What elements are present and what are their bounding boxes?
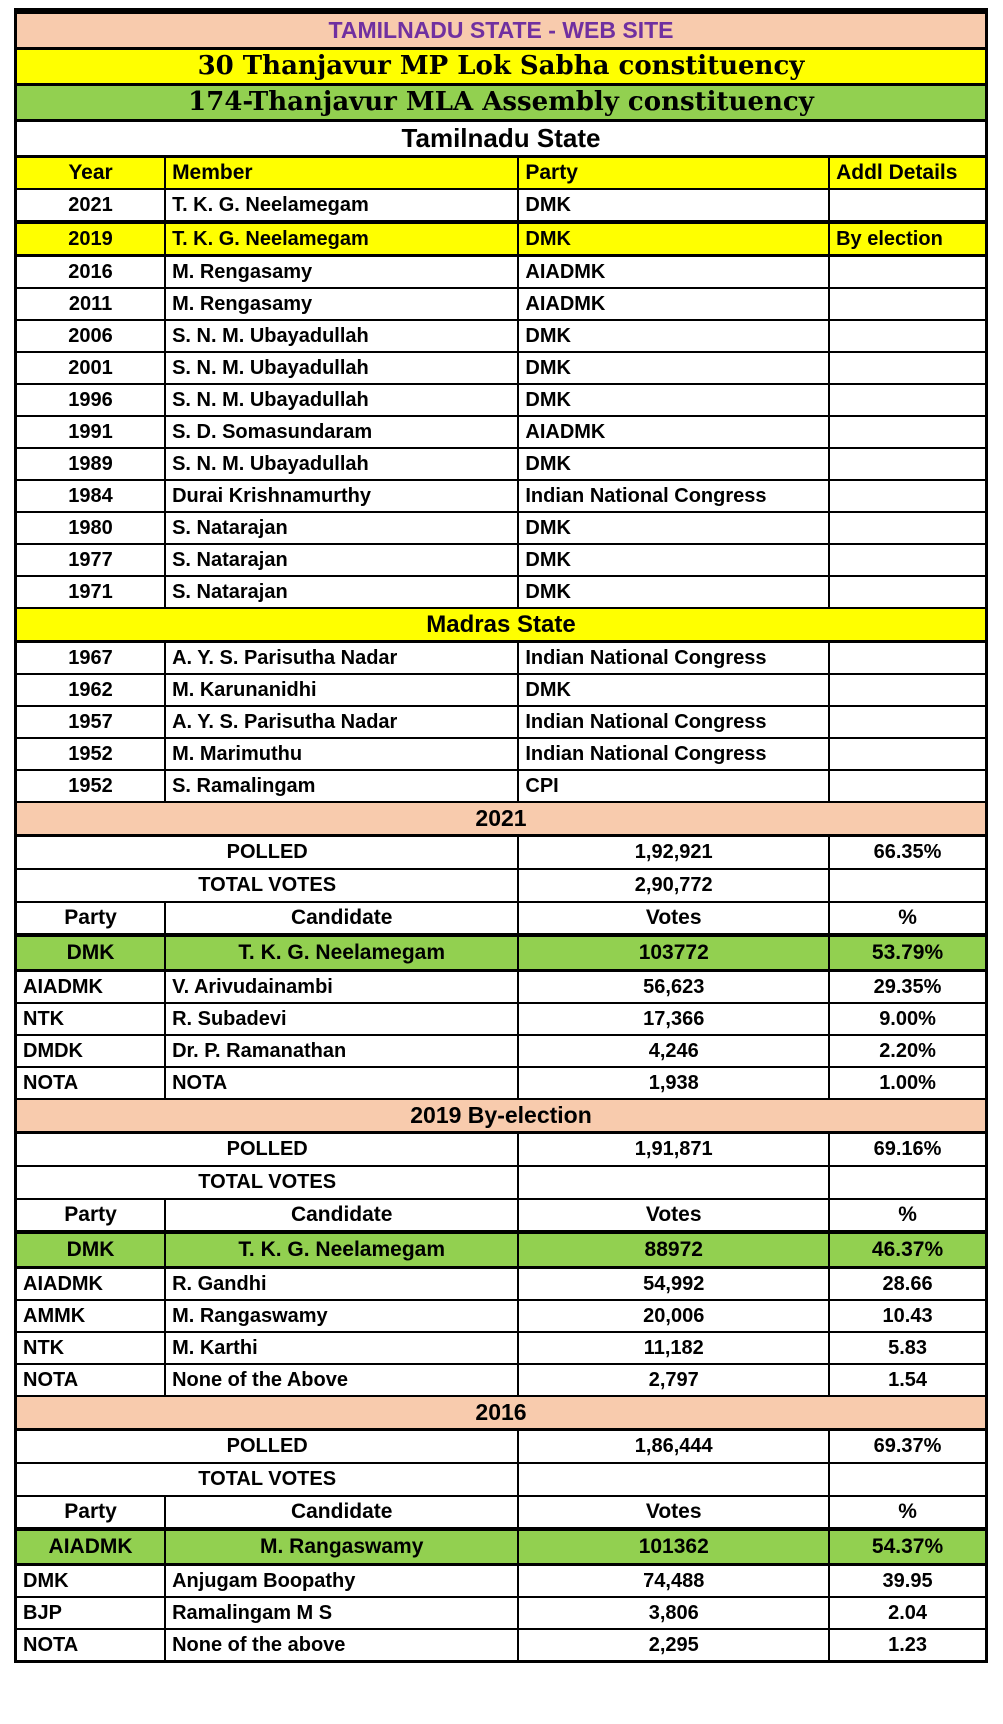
votes-cell: 56,623 bbox=[519, 972, 830, 1002]
polled-percentage: 69.37% bbox=[873, 1435, 942, 1457]
total-votes-row bbox=[17, 1464, 985, 1497]
addl-details-cell bbox=[830, 643, 985, 673]
year-cell: 2006 bbox=[17, 321, 166, 351]
addl-details-cell bbox=[830, 257, 985, 287]
polled-label: POLLED bbox=[17, 1134, 519, 1165]
party-cell: AIADMK bbox=[17, 972, 166, 1002]
tamilnadu-state-title: Tamilnadu State bbox=[401, 122, 601, 153]
polled-row bbox=[17, 1134, 985, 1167]
polled-votes: 1,92,921 bbox=[519, 837, 830, 868]
party-cell: AMMK bbox=[17, 1301, 166, 1331]
party-column-header: Party bbox=[17, 1200, 166, 1230]
candidate-cell: V. Arivudainambi bbox=[166, 972, 519, 1002]
percentage-cell: 28.66 bbox=[882, 1272, 933, 1295]
party-cell: DMK bbox=[17, 1566, 166, 1596]
madras-members-rows bbox=[17, 643, 985, 801]
year-cell: 1952 bbox=[17, 739, 166, 769]
party-cell: NOTA bbox=[17, 1068, 166, 1098]
table-row bbox=[17, 321, 985, 353]
winner-percentage-cell: 54.37% bbox=[871, 1534, 944, 1558]
candidate-row bbox=[17, 1269, 985, 1301]
votes-cell: 20,006 bbox=[519, 1301, 830, 1331]
party-cell: DMK bbox=[519, 449, 830, 479]
party-cell: BJP bbox=[17, 1598, 166, 1628]
party-cell: DMK bbox=[519, 353, 830, 383]
addl-details-cell bbox=[830, 289, 985, 319]
table-row bbox=[17, 707, 985, 739]
table-row bbox=[17, 545, 985, 577]
polled-row bbox=[17, 837, 985, 870]
party-cell: NOTA bbox=[17, 1630, 166, 1660]
site-banner-row bbox=[17, 14, 985, 50]
winner-percentage-cell: 46.37% bbox=[871, 1237, 944, 1261]
table-row bbox=[17, 222, 985, 257]
addl-details-cell bbox=[830, 417, 985, 447]
table-row bbox=[17, 577, 985, 607]
member-cell: S. N. M. Ubayadullah bbox=[166, 385, 519, 415]
percentage-cell: 29.35% bbox=[873, 975, 942, 998]
percentage-cell: 5.83 bbox=[888, 1336, 928, 1359]
candidate-row bbox=[17, 1566, 985, 1598]
candidate-cell: Anjugam Boopathy bbox=[166, 1566, 519, 1596]
percentage-cell: 10.43 bbox=[882, 1304, 933, 1327]
addl-details-column-header: Addl Details bbox=[836, 160, 958, 184]
votes-column-header: Votes bbox=[519, 1200, 830, 1230]
year-cell: 2019 bbox=[17, 224, 166, 254]
election-year-label: 2021 bbox=[475, 805, 527, 832]
total-votes-value bbox=[519, 1167, 830, 1198]
winner-party-cell: DMK bbox=[17, 937, 166, 969]
election-section bbox=[17, 1395, 985, 1660]
addl-details-cell bbox=[830, 481, 985, 511]
winner-votes-cell: 103772 bbox=[519, 937, 830, 969]
addl-details-cell bbox=[830, 707, 985, 737]
candidate-row bbox=[17, 972, 985, 1004]
year-cell: 1989 bbox=[17, 449, 166, 479]
party-column-header: Party bbox=[17, 903, 166, 933]
table-row bbox=[17, 643, 985, 675]
total-votes-label: TOTAL VOTES bbox=[17, 1464, 519, 1495]
votes-cell: 4,246 bbox=[519, 1036, 830, 1066]
candidate-table-header-row bbox=[17, 1200, 985, 1232]
madras-state-header-row bbox=[17, 607, 985, 643]
addl-details-cell bbox=[830, 513, 985, 543]
addl-details-cell bbox=[830, 739, 985, 769]
year-column-header: Year bbox=[17, 158, 166, 188]
candidate-row bbox=[17, 1365, 985, 1395]
candidate-cell: Dr. P. Ramanathan bbox=[166, 1036, 519, 1066]
percentage-cell: 39.95 bbox=[882, 1569, 933, 1592]
election-section bbox=[17, 801, 985, 1098]
party-cell: NTK bbox=[17, 1333, 166, 1363]
winner-party-cell: DMK bbox=[17, 1234, 166, 1266]
party-column-header: Party bbox=[519, 158, 830, 188]
year-cell: 1977 bbox=[17, 545, 166, 575]
party-cell: NTK bbox=[17, 1004, 166, 1034]
winner-party-cell: AIADMK bbox=[17, 1531, 166, 1563]
year-cell: 1991 bbox=[17, 417, 166, 447]
party-cell: NOTA bbox=[17, 1365, 166, 1395]
table-row bbox=[17, 513, 985, 545]
polled-votes: 1,86,444 bbox=[519, 1431, 830, 1462]
year-cell: 1957 bbox=[17, 707, 166, 737]
candidate-row bbox=[17, 1630, 985, 1660]
candidate-column-header: Candidate bbox=[166, 1200, 519, 1230]
addl-details-cell bbox=[830, 353, 985, 383]
total-votes-label: TOTAL VOTES bbox=[17, 870, 519, 901]
member-cell: S. Natarajan bbox=[166, 513, 519, 543]
candidate-column-header: Candidate bbox=[166, 903, 519, 933]
addl-details-cell bbox=[830, 385, 985, 415]
member-cell: M. Rengasamy bbox=[166, 289, 519, 319]
candidate-cell: R. Subadevi bbox=[166, 1004, 519, 1034]
polled-label: POLLED bbox=[17, 1431, 519, 1462]
votes-cell: 74,488 bbox=[519, 1566, 830, 1596]
member-cell: T. K. G. Neelamegam bbox=[166, 190, 519, 220]
percentage-cell: 9.00% bbox=[879, 1007, 936, 1030]
total-votes-percentage bbox=[830, 870, 985, 901]
percentage-cell: 1.54 bbox=[888, 1368, 928, 1391]
votes-column-header: Votes bbox=[519, 903, 830, 933]
votes-cell: 1,938 bbox=[519, 1068, 830, 1098]
mla-constituency-row bbox=[17, 86, 985, 122]
winner-candidate-cell: T. K. G. Neelamegam bbox=[166, 1234, 519, 1266]
mp-constituency-row bbox=[17, 50, 985, 86]
party-cell: AIADMK bbox=[519, 257, 830, 287]
member-cell: S. Natarajan bbox=[166, 577, 519, 607]
party-cell: DMK bbox=[519, 577, 830, 607]
table-row bbox=[17, 289, 985, 321]
percent-column-header: % bbox=[898, 1202, 917, 1226]
total-votes-label: TOTAL VOTES bbox=[17, 1167, 519, 1198]
total-votes-value: 2,90,772 bbox=[519, 870, 830, 901]
party-cell: DMK bbox=[519, 545, 830, 575]
votes-cell: 17,366 bbox=[519, 1004, 830, 1034]
winner-candidate-cell: M. Rangaswamy bbox=[166, 1531, 519, 1563]
table-row bbox=[17, 481, 985, 513]
election-year-label: 2016 bbox=[475, 1399, 527, 1426]
addl-details-cell bbox=[830, 675, 985, 705]
table-row bbox=[17, 675, 985, 707]
party-cell: DMK bbox=[519, 190, 830, 220]
tamilnadu-members-rows bbox=[17, 190, 985, 607]
winner-row bbox=[17, 1529, 985, 1566]
candidate-row bbox=[17, 1036, 985, 1068]
table-row bbox=[17, 449, 985, 481]
party-cell: DMK bbox=[519, 513, 830, 543]
addl-details-cell bbox=[830, 545, 985, 575]
table-row bbox=[17, 353, 985, 385]
candidate-cell: NOTA bbox=[166, 1068, 519, 1098]
winner-row bbox=[17, 935, 985, 972]
member-cell: A. Y. S. Parisutha Nadar bbox=[166, 707, 519, 737]
party-cell: Indian National Congress bbox=[519, 481, 830, 511]
member-cell: M. Karunanidhi bbox=[166, 675, 519, 705]
candidate-table-header-row bbox=[17, 903, 985, 935]
total-votes-row bbox=[17, 1167, 985, 1200]
year-cell: 2016 bbox=[17, 257, 166, 287]
candidate-row bbox=[17, 1068, 985, 1098]
members-header-row bbox=[17, 158, 985, 190]
candidate-row bbox=[17, 1598, 985, 1630]
candidate-cell: M. Karthi bbox=[166, 1333, 519, 1363]
polled-votes: 1,91,871 bbox=[519, 1134, 830, 1165]
winner-row bbox=[17, 1232, 985, 1269]
party-cell: Indian National Congress bbox=[519, 643, 830, 673]
addl-details-cell bbox=[830, 449, 985, 479]
party-cell: Indian National Congress bbox=[519, 739, 830, 769]
party-cell: DMK bbox=[519, 321, 830, 351]
percent-column-header: % bbox=[898, 1499, 917, 1523]
party-cell: AIADMK bbox=[519, 289, 830, 319]
candidate-row bbox=[17, 1333, 985, 1365]
total-votes-percentage bbox=[830, 1464, 985, 1495]
addl-details-cell: By election bbox=[836, 227, 943, 250]
party-cell: Indian National Congress bbox=[519, 707, 830, 737]
election-year-header-row bbox=[17, 1395, 985, 1431]
votes-column-header: Votes bbox=[519, 1497, 830, 1527]
election-year-label: 2019 By-election bbox=[410, 1102, 592, 1129]
tamilnadu-state-row bbox=[17, 122, 985, 158]
election-results-table bbox=[14, 8, 988, 1663]
polled-row bbox=[17, 1431, 985, 1464]
election-year-header-row bbox=[17, 801, 985, 837]
votes-cell: 54,992 bbox=[519, 1269, 830, 1299]
candidate-cell: Ramalingam M S bbox=[166, 1598, 519, 1628]
member-cell: T. K. G. Neelamegam bbox=[166, 224, 519, 254]
winner-candidate-cell: T. K. G. Neelamegam bbox=[166, 937, 519, 969]
member-cell: S. Natarajan bbox=[166, 545, 519, 575]
year-cell: 2011 bbox=[17, 289, 166, 319]
party-cell: AIADMK bbox=[519, 417, 830, 447]
table-row bbox=[17, 417, 985, 449]
percentage-cell: 1.23 bbox=[888, 1633, 928, 1656]
total-votes-value bbox=[519, 1464, 830, 1495]
member-column-header: Member bbox=[166, 158, 519, 188]
election-section bbox=[17, 1098, 985, 1395]
candidate-row bbox=[17, 1004, 985, 1036]
year-cell: 1996 bbox=[17, 385, 166, 415]
percent-column-header: % bbox=[898, 905, 917, 929]
member-cell: M. Marimuthu bbox=[166, 739, 519, 769]
party-cell: AIADMK bbox=[17, 1269, 166, 1299]
year-cell: 2021 bbox=[17, 190, 166, 220]
addl-details-cell bbox=[830, 771, 985, 801]
winner-votes-cell: 88972 bbox=[519, 1234, 830, 1266]
year-cell: 1980 bbox=[17, 513, 166, 543]
member-cell: M. Rengasamy bbox=[166, 257, 519, 287]
candidate-cell: None of the above bbox=[166, 1630, 519, 1660]
party-cell: CPI bbox=[519, 771, 830, 801]
votes-cell: 3,806 bbox=[519, 1598, 830, 1628]
polled-percentage: 66.35% bbox=[873, 841, 942, 863]
member-cell: S. D. Somasundaram bbox=[166, 417, 519, 447]
mp-constituency-title: 30 Thanjavur MP Lok Sabha constituency bbox=[197, 50, 805, 81]
addl-details-cell bbox=[830, 190, 985, 220]
candidate-row bbox=[17, 1301, 985, 1333]
polled-percentage: 69.16% bbox=[873, 1138, 942, 1160]
election-sections bbox=[17, 801, 985, 1660]
candidate-cell: R. Gandhi bbox=[166, 1269, 519, 1299]
winner-percentage-cell: 53.79% bbox=[871, 940, 944, 964]
percentage-cell: 2.04 bbox=[888, 1601, 928, 1624]
party-cell: DMDK bbox=[17, 1036, 166, 1066]
winner-votes-cell: 101362 bbox=[519, 1531, 830, 1563]
party-cell: DMK bbox=[519, 385, 830, 415]
mla-constituency-title: 174-Thanjavur MLA Assembly constituency bbox=[188, 86, 814, 117]
year-cell: 1971 bbox=[17, 577, 166, 607]
year-cell: 1984 bbox=[17, 481, 166, 511]
member-cell: S. N. M. Ubayadullah bbox=[166, 353, 519, 383]
party-cell: DMK bbox=[519, 224, 830, 254]
addl-details-cell bbox=[830, 577, 985, 607]
year-cell: 2001 bbox=[17, 353, 166, 383]
votes-cell: 11,182 bbox=[519, 1333, 830, 1363]
madras-state-title: Madras State bbox=[426, 610, 576, 638]
table-row bbox=[17, 257, 985, 289]
member-cell: S. N. M. Ubayadullah bbox=[166, 449, 519, 479]
member-cell: S. N. M. Ubayadullah bbox=[166, 321, 519, 351]
total-votes-percentage bbox=[830, 1167, 985, 1198]
candidate-column-header: Candidate bbox=[166, 1497, 519, 1527]
candidate-cell: M. Rangaswamy bbox=[166, 1301, 519, 1331]
votes-cell: 2,797 bbox=[519, 1365, 830, 1395]
addl-details-cell bbox=[830, 321, 985, 351]
table-row bbox=[17, 739, 985, 771]
year-cell: 1967 bbox=[17, 643, 166, 673]
candidate-table-header-row bbox=[17, 1497, 985, 1529]
total-votes-row bbox=[17, 870, 985, 903]
year-cell: 1962 bbox=[17, 675, 166, 705]
member-cell: Durai Krishnamurthy bbox=[166, 481, 519, 511]
member-cell: A. Y. S. Parisutha Nadar bbox=[166, 643, 519, 673]
table-row bbox=[17, 190, 985, 222]
candidate-cell: None of the Above bbox=[166, 1365, 519, 1395]
election-year-header-row bbox=[17, 1098, 985, 1134]
year-cell: 1952 bbox=[17, 771, 166, 801]
table-row bbox=[17, 385, 985, 417]
party-cell: DMK bbox=[519, 675, 830, 705]
polled-label: POLLED bbox=[17, 837, 519, 868]
member-cell: S. Ramalingam bbox=[166, 771, 519, 801]
table-row bbox=[17, 771, 985, 801]
site-banner-text: TAMILNADU STATE - WEB SITE bbox=[328, 17, 674, 44]
party-column-header: Party bbox=[17, 1497, 166, 1527]
percentage-cell: 2.20% bbox=[879, 1039, 936, 1062]
percentage-cell: 1.00% bbox=[879, 1071, 936, 1094]
votes-cell: 2,295 bbox=[519, 1630, 830, 1660]
